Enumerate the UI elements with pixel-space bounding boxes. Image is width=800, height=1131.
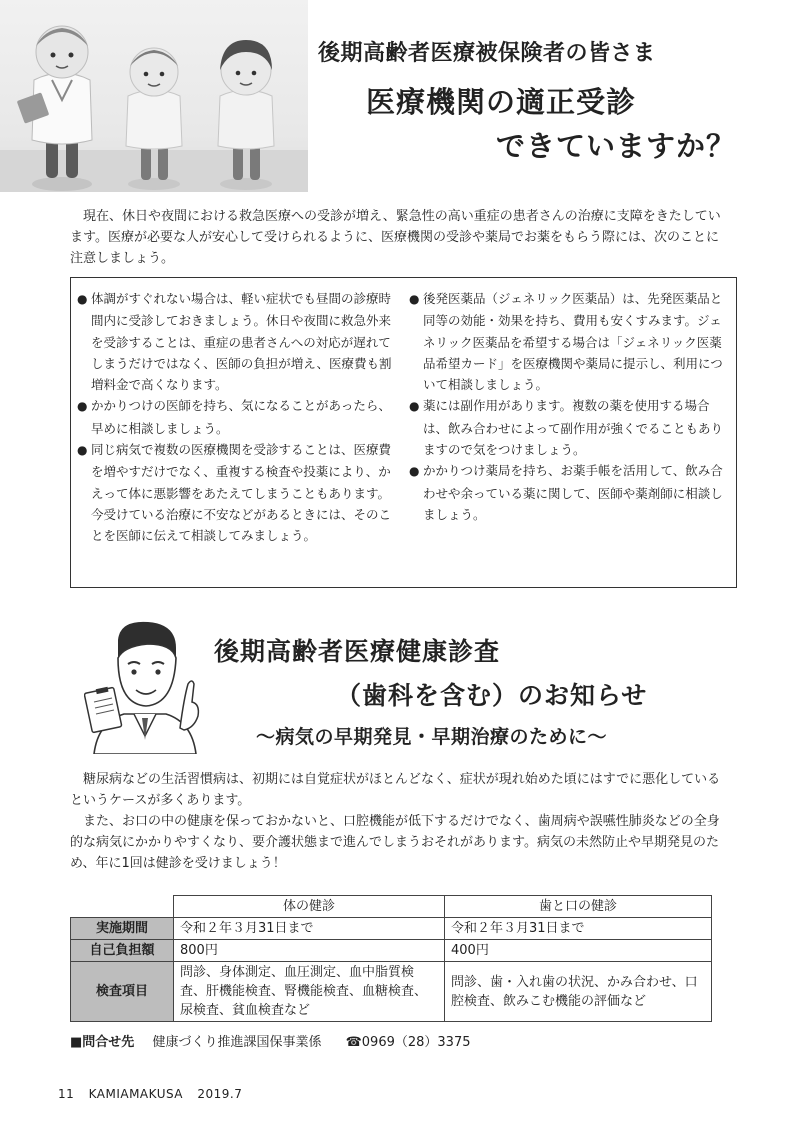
intro-text: [70, 206, 730, 269]
table-row: [71, 962, 712, 1022]
note-item: ● 後発医薬品（ジェネリック医薬品）は、先発医薬品と同等の効能・効果を持ち、費用も安くすみます。ジェネリック医薬品を希望する場合は「ジェネリック医薬品希望カード」を医療機関や薬局に提示し、利用について相談しましょう。: [409, 291, 723, 393]
note-item: ● かかりつけの医師を持ち、気になることがあったら、早めに相談しましょう。: [77, 398, 391, 436]
table-cell: 令和２年３月31日まで: [445, 918, 712, 940]
table-row: [71, 940, 712, 962]
table-column-header: 歯と口の健診: [445, 896, 712, 918]
section2-title-line2: （歯科を含む）のお知らせ: [336, 681, 648, 710]
checkup-table: [70, 895, 712, 1022]
bullet-icon: ●: [77, 443, 88, 458]
table-row-header: 自己負担額: [71, 940, 174, 962]
bullet-icon: ●: [77, 399, 88, 414]
contact-phone: ☎0969（28）3375: [345, 1035, 471, 1050]
bullet-icon: ●: [409, 292, 420, 306]
issue-date: 2019.7: [197, 1087, 243, 1101]
notes-right-column: [409, 288, 727, 525]
note-item: ● 薬には副作用があります。複数の薬を使用する場合は、飲み合わせによって副作用が強くでることもありますので気をつけましょう。: [409, 398, 724, 458]
table-cell: 問診、歯・入れ歯の状況、かみ合わせ、口腔検査、飲みこむ機能の評価など: [445, 962, 712, 1022]
section2-title-line1: 後期高齢者医療健康診査: [214, 637, 501, 666]
table-row-header: 検査項目: [71, 962, 174, 1022]
bullet-icon: ●: [409, 399, 420, 414]
notes-left-column: [77, 288, 395, 547]
doctor-illustration-icon: [84, 618, 206, 754]
bullet-icon: ●: [77, 292, 88, 306]
intro-paragraph: 現在、休日や夜間における救急医療への受診が増え、緊急性の高い重症の患者さんの治療に支障をきたしています。医療が必要な人が安心して受けられるように、医療機関の受診や薬局でお薬をもらう際には、次のことに注意しましょう。: [70, 209, 721, 266]
publication-name: KAMIAMAKUSA: [88, 1087, 184, 1101]
section2-subtitle: 〜病気の早期発見・早期治療のために〜: [256, 726, 608, 748]
page-title-line3: できていますか？: [496, 129, 737, 163]
page-footer: [58, 1087, 252, 1101]
note-item: ● 体調がすぐれない場合は、軽い症状でも昼間の診療時間内に受診しておきましょう。休日や夜間に救急外来を受診することは、重症の患者さんへの対応が遅れてしまうだけではなく、医師の負担が増え、医療費も割増料金で高くなります。: [77, 291, 392, 393]
table-corner-cell: [71, 896, 174, 918]
figurines-photo: [0, 0, 308, 192]
table-cell: 800円: [174, 940, 445, 962]
page-title-line1: 後期高齢者医療被保険者の皆さま: [318, 41, 656, 66]
table-cell: 令和２年３月31日まで: [174, 918, 445, 940]
table-row: [71, 918, 712, 940]
page-number: 11: [58, 1087, 75, 1101]
notes-box: [70, 277, 737, 588]
contact-info: [70, 1031, 471, 1050]
table-row-header: 実施期間: [71, 918, 174, 940]
contact-department: 健康づくり推進課国保事業係: [152, 1035, 322, 1050]
table-cell: 400円: [445, 940, 712, 962]
note-item: ● かかりつけ薬局を持ち、お薬手帳を活用して、飲み合わせや余っている薬に関して、医師や薬剤師に相談しましょう。: [409, 463, 723, 522]
bullet-icon: ●: [409, 464, 420, 479]
contact-label: ■問合せ先: [70, 1035, 135, 1050]
page-title-line2: 医療機関の適正受診: [366, 85, 637, 119]
table-header-row: [71, 896, 712, 918]
section2-body: [70, 769, 730, 874]
table-cell: 問診、身体測定、血圧測定、血中脂質検査、肝機能検査、腎機能検査、血糖検査、尿検査、貧血検査など: [174, 962, 445, 1022]
note-item: ● 同じ病気で複数の医療機関を受診することは、医療費を増やすだけでなく、重複する検査や投薬により、かえって体に悪影響をあたえてしまうこともあります。今受けている治療に不安などがあるときには、そのことを医師に伝えて相談してみましょう。: [77, 442, 392, 544]
table-column-header: 体の健診: [174, 896, 445, 918]
section2-paragraph: 糖尿病などの生活習慣病は、初期には自覚症状がほとんどなく、症状が現れ始めた頃にはすでに悪化しているというケースが多くあります。: [70, 772, 721, 808]
section2-paragraph: また、お口の中の健康を保っておかないと、口腔機能が低下するだけでなく、歯周病や誤嚥性肺炎などの全身的な病気にかかりやすくなり、要介護状態まで進んでしまうおそれがあります。病気の未然防止や早期発見のため、年に1回は健診を受けましょう！: [70, 814, 720, 871]
